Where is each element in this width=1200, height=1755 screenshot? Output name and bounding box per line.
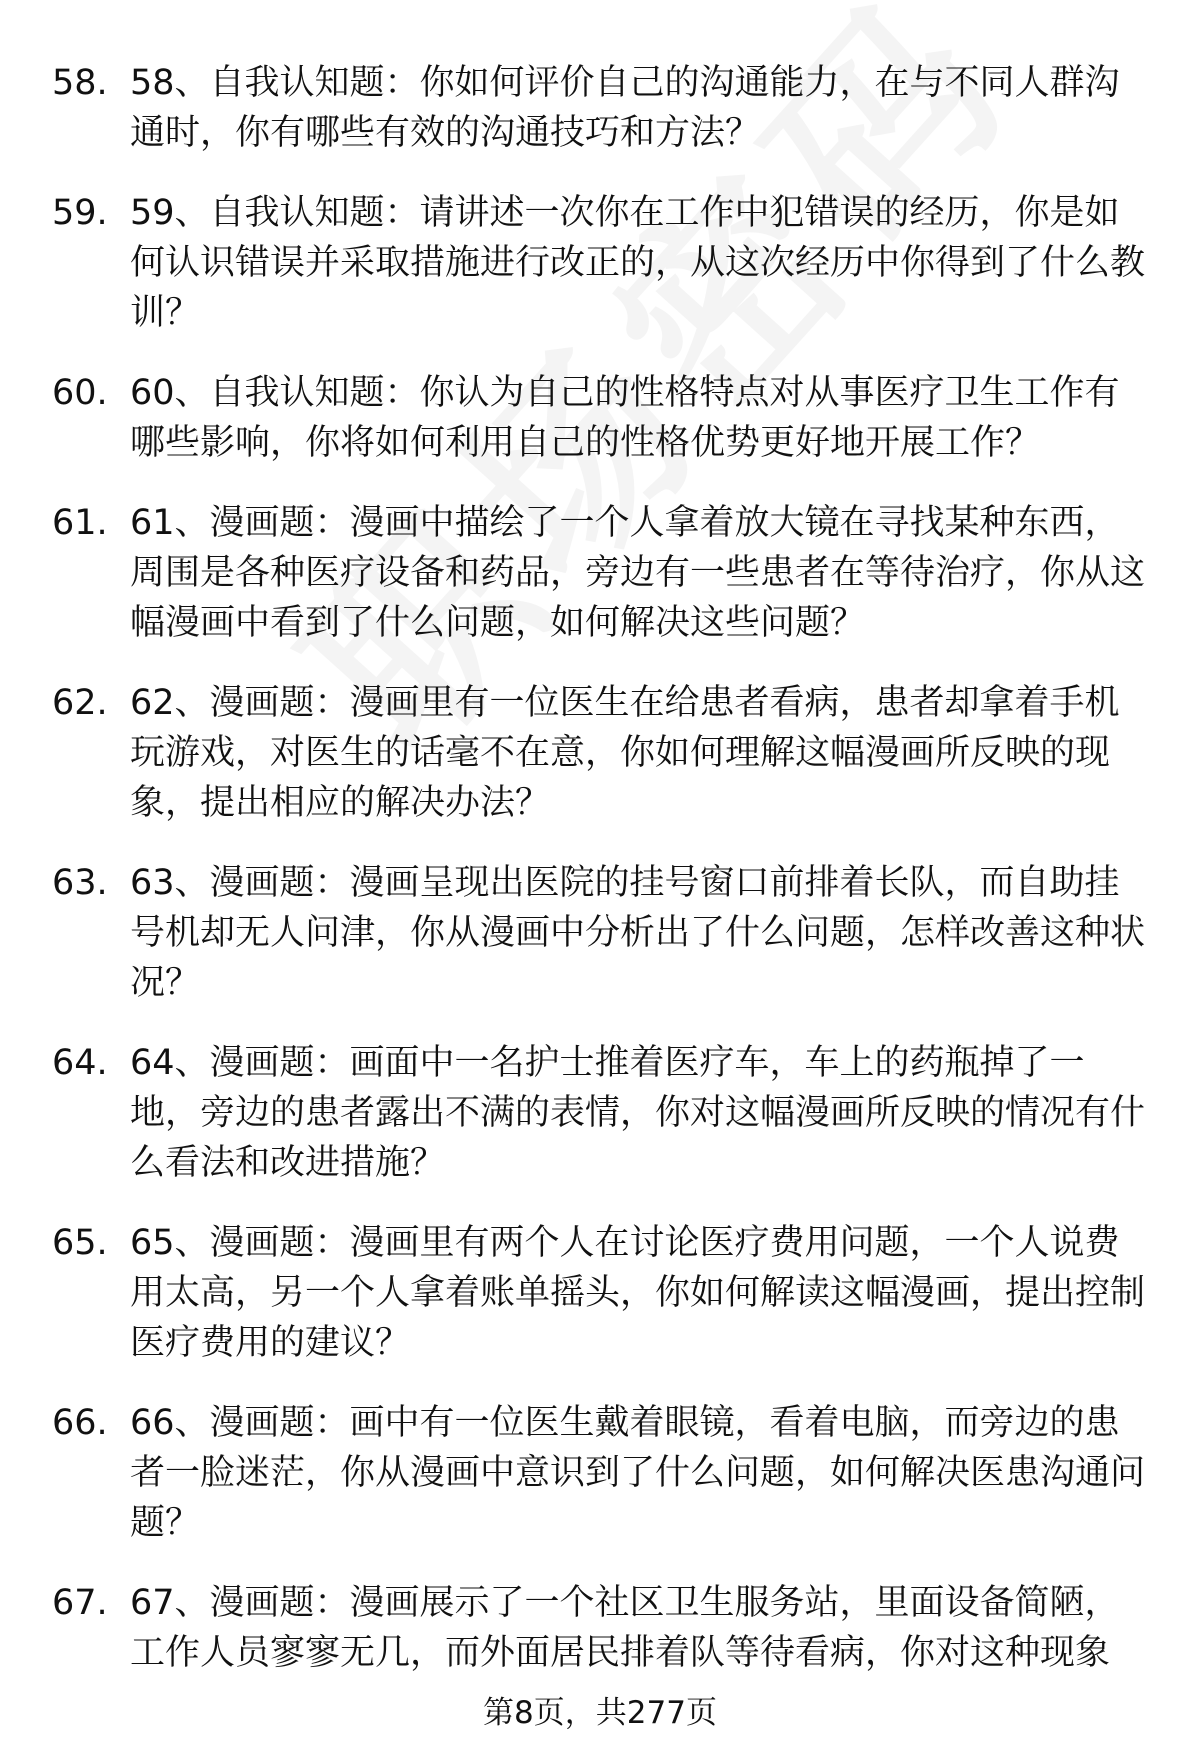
question-item xyxy=(52,188,1152,338)
question-number: 62. xyxy=(52,683,108,723)
question-number: 59. xyxy=(52,193,108,233)
question-text: 66、漫画题：画中有一位医生戴着眼镜，看着电脑，而旁边的患者一脸迷茫，你从漫画中意识到了什么问题，如何解决医患沟通问题？ xyxy=(130,1403,1146,1543)
question-list xyxy=(52,58,1152,1678)
question-item xyxy=(52,1398,1152,1548)
question-item xyxy=(52,678,1152,828)
question-text: 67、漫画题：漫画展示了一个社区卫生服务站，里面设备简陋，工作人员寥寥无几，而外面居民排着队等待看病，你对这种现象 xyxy=(130,1583,1120,1673)
question-item xyxy=(52,368,1152,468)
question-item xyxy=(52,1038,1152,1188)
page-footer: 第8页，共277页 xyxy=(483,1695,717,1731)
question-item xyxy=(52,498,1152,648)
question-number: 61. xyxy=(52,503,108,543)
question-item xyxy=(52,1218,1152,1368)
question-text: 65、漫画题：漫画里有两个人在讨论医疗费用问题，一个人说费用太高，另一个人拿着账单摇头，你如何解读这幅漫画，提出控制医疗费用的建议？ xyxy=(130,1223,1146,1363)
question-text: 60、自我认知题：你认为自己的性格特点对从事医疗卫生工作有哪些影响，你将如何利用自己的性格优势更好地开展工作？ xyxy=(130,373,1120,463)
question-item xyxy=(52,1578,1152,1678)
question-number: 58. xyxy=(52,63,108,103)
question-number: 65. xyxy=(52,1223,108,1263)
question-item xyxy=(52,58,1152,158)
question-number: 67. xyxy=(52,1583,108,1623)
question-text: 59、自我认知题：请讲述一次你在工作中犯错误的经历，你是如何认识错误并采取措施进行改正的，从这次经历中你得到了什么教训？ xyxy=(130,193,1146,333)
question-text: 63、漫画题：漫画呈现出医院的挂号窗口前排着长队，而自助挂号机却无人问津，你从漫画中分析出了什么问题，怎样改善这种状况？ xyxy=(130,863,1146,1003)
question-item xyxy=(52,858,1152,1008)
question-text: 62、漫画题：漫画里有一位医生在给患者看病，患者却拿着手机玩游戏，对医生的话毫不在意，你如何理解这幅漫画所反映的现象，提出相应的解决办法？ xyxy=(130,683,1120,823)
question-text: 64、漫画题：画面中一名护士推着医疗车，车上的药瓶掉了一地，旁边的患者露出不满的表情，你对这幅漫画所反映的情况有什么看法和改进措施？ xyxy=(130,1043,1146,1183)
question-text: 58、自我认知题：你如何评价自己的沟通能力，在与不同人群沟通时，你有哪些有效的沟通技巧和方法？ xyxy=(130,63,1120,153)
question-number: 66. xyxy=(52,1403,108,1443)
question-number: 64. xyxy=(52,1043,108,1083)
question-text: 61、漫画题：漫画中描绘了一个人拿着放大镜在寻找某种东西，周围是各种医疗设备和药品，旁边有一些患者在等待治疗，你从这幅漫画中看到了什么问题，如何解决这些问题？ xyxy=(130,503,1146,643)
question-number: 63. xyxy=(52,863,108,903)
question-number: 60. xyxy=(52,373,108,413)
